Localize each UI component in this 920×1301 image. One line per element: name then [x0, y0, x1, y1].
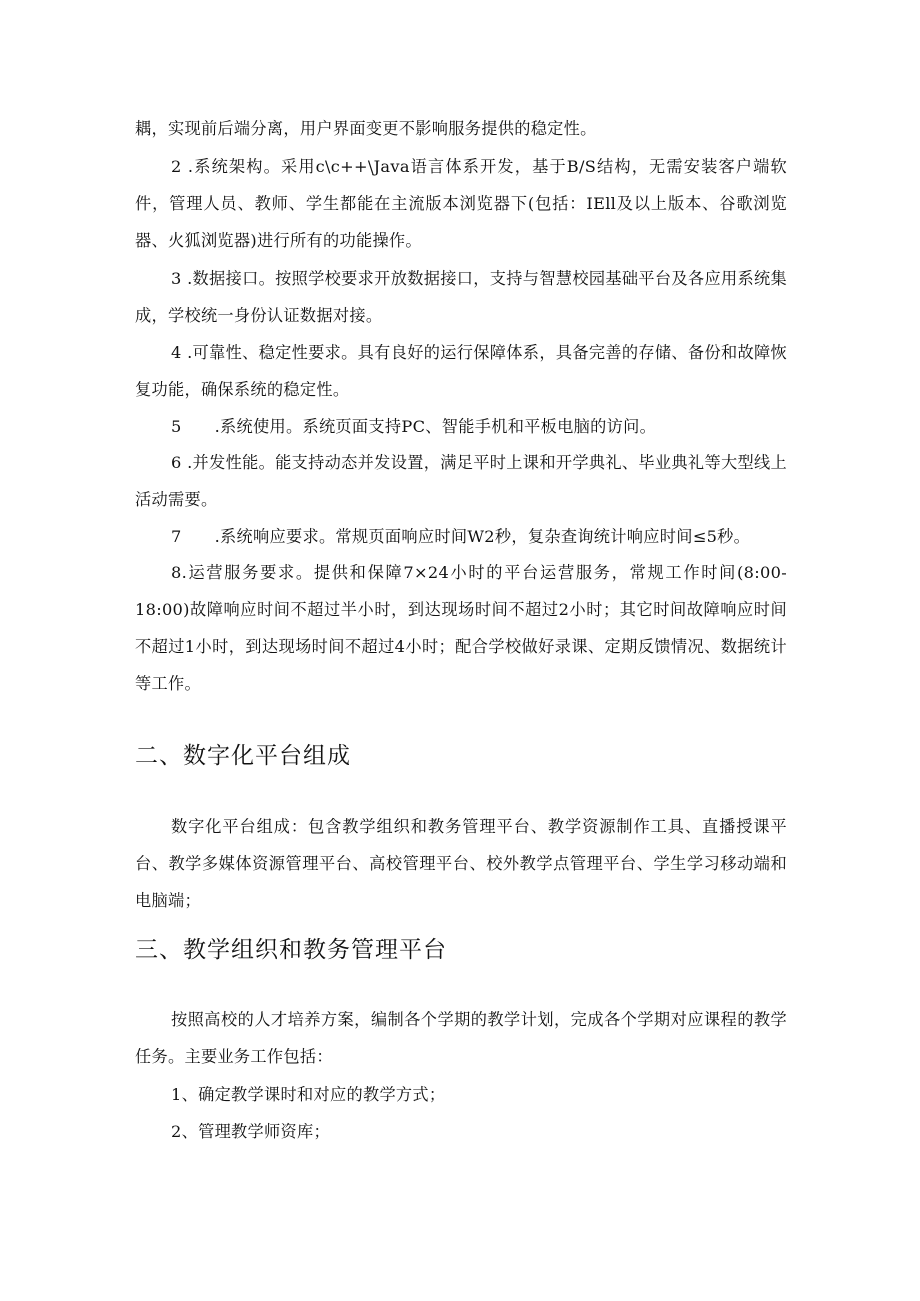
paragraph-data-interface: 3 .数据接口。按照学校要求开放数据接口，支持与智慧校园基础平台及各应用系统集成，学校统一身份认证数据对接。: [135, 269, 787, 325]
paragraph-system-architecture: 2 .系统架构。采用c\c++\Java语言体系开发，基于B/S结构，无需安装客户端软件，管理人员、教师、学生都能在主流版本浏览器下(包括：IEll及以上版本、谷歌浏览器、火狐浏览器)进行所有的功能操作。: [135, 157, 787, 250]
list-item-teaching-hours: 1、确定教学课时和对应的教学方式；: [171, 1085, 446, 1104]
paragraph-operation-service: 8.运营服务要求。提供和保障7×24小时的平台运营服务，常规工作时间(8:00-18:00)故障响应时间不超过半小时，到达现场时间不超过2小时；其它时间故障响应时间不超过1小时，到达现场时间不超过4小时；配合学校做好录课、定期反馈情况、数据统计等工作。: [135, 563, 787, 693]
paragraph-reliability: 4 .可靠性、稳定性要求。具有良好的运行保障体系，具备完善的存储、备份和故障恢复功能，确保系统的稳定性。: [135, 343, 787, 399]
paragraph-continuation: 耦，实现前后端分离，用户界面变更不影响服务提供的稳定性。: [135, 119, 597, 138]
paragraph-teaching-plan: 按照高校的人才培养方案，编制各个学期的教学计划，完成各个学期对应课程的教学任务。主要业务工作包括：: [135, 1010, 787, 1066]
paragraph-platform-composition: 数字化平台组成：包含教学组织和教务管理平台、教学资源制作工具、直播授课平台、教学多媒体资源管理平台、高校管理平台、校外教学点管理平台、学生学习移动端和电脑端；: [135, 817, 787, 910]
list-item-teacher-library: 2、管理教学师资库；: [171, 1122, 330, 1141]
paragraph-concurrency: 6 .并发性能。能支持动态并发设置，满足平时上课和开学典礼、毕业典礼等大型线上活动需要。: [135, 453, 787, 509]
section-heading-teaching-management: 三、教学组织和教务管理平台: [135, 937, 447, 963]
section-heading-digital-platform: 二、数字化平台组成: [135, 743, 351, 769]
paragraph-response: 7 .系统响应要求。常规页面响应时间W2秒，复杂查询统计响应时间≤5秒。: [171, 527, 751, 546]
paragraph-system-usage: 5 .系统使用。系统页面支持PC、智能手机和平板电脑的访问。: [171, 417, 657, 436]
